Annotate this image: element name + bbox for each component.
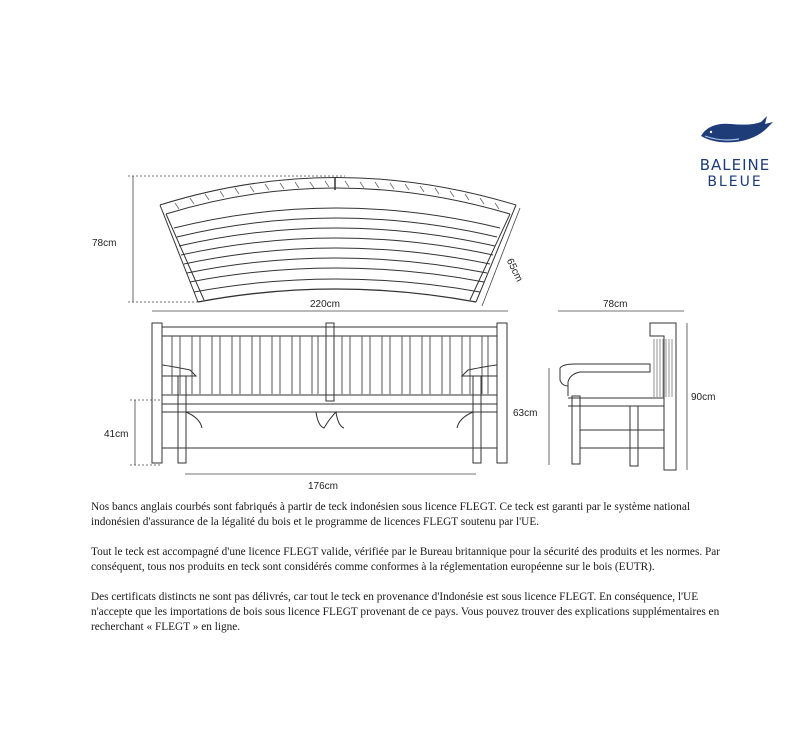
description-text bbox=[91, 500, 731, 650]
dim-total-height-label: 90cm bbox=[691, 392, 716, 403]
dim-arm-height-label: 63cm bbox=[513, 408, 538, 419]
brand-name-line1: BALEINE bbox=[699, 156, 771, 174]
dim-top-depth-label: 78cm bbox=[92, 238, 117, 249]
paragraph: Nos bancs anglais courbés sont fabriqués à partir de teck indonésien sous licence FLEGT. Ce teck est garanti par le système national indonésien d'assurance de la légalité du bois et le programme de licences FLEGT soutenu par l'UE. bbox=[91, 501, 690, 528]
dim-side-depth-label: 78cm bbox=[603, 299, 628, 310]
dim-inner-width-label: 176cm bbox=[308, 481, 339, 490]
dim-seat-depth-label: 65cm bbox=[503, 256, 525, 284]
dim-seat-height-label: 41cm bbox=[104, 429, 129, 440]
dim-overall-width-label: 220cm bbox=[310, 299, 341, 310]
paragraph: Des certificats distincts ne sont pas délivrés, car tout le teck en provenance d'Indonésie est sous licence FLEGT. En conséquence, l'UE n'accepte que les importations de bois sous licence FLEGT provenant de ce pays. Vous pouvez trouver des explications supplémentaires en recherchant « FLEGT » en ligne. bbox=[91, 591, 720, 633]
dim-top-depth-line bbox=[128, 176, 345, 302]
side-back-slats bbox=[654, 339, 672, 397]
paragraph: Tout le teck est accompagné d'une licence FLEGT valide, vérifiée par le Bureau britannique pour la sécurité des produits et les normes. Par conséquent, tous nos produits en teck sont considérés comme conformes à la réglementation européenne sur le bois (EUTR). bbox=[91, 546, 721, 573]
back-slats bbox=[172, 336, 488, 394]
brand-name-line2: BLEUE bbox=[707, 174, 763, 190]
whale-icon bbox=[695, 112, 775, 152]
front-view bbox=[152, 311, 508, 463]
seat-slats bbox=[174, 208, 500, 292]
dim-seat-height-line bbox=[130, 400, 160, 465]
brand-logo bbox=[690, 112, 780, 190]
side-view bbox=[558, 311, 684, 470]
top-view bbox=[160, 178, 516, 303]
back-rail-pattern bbox=[175, 181, 499, 209]
